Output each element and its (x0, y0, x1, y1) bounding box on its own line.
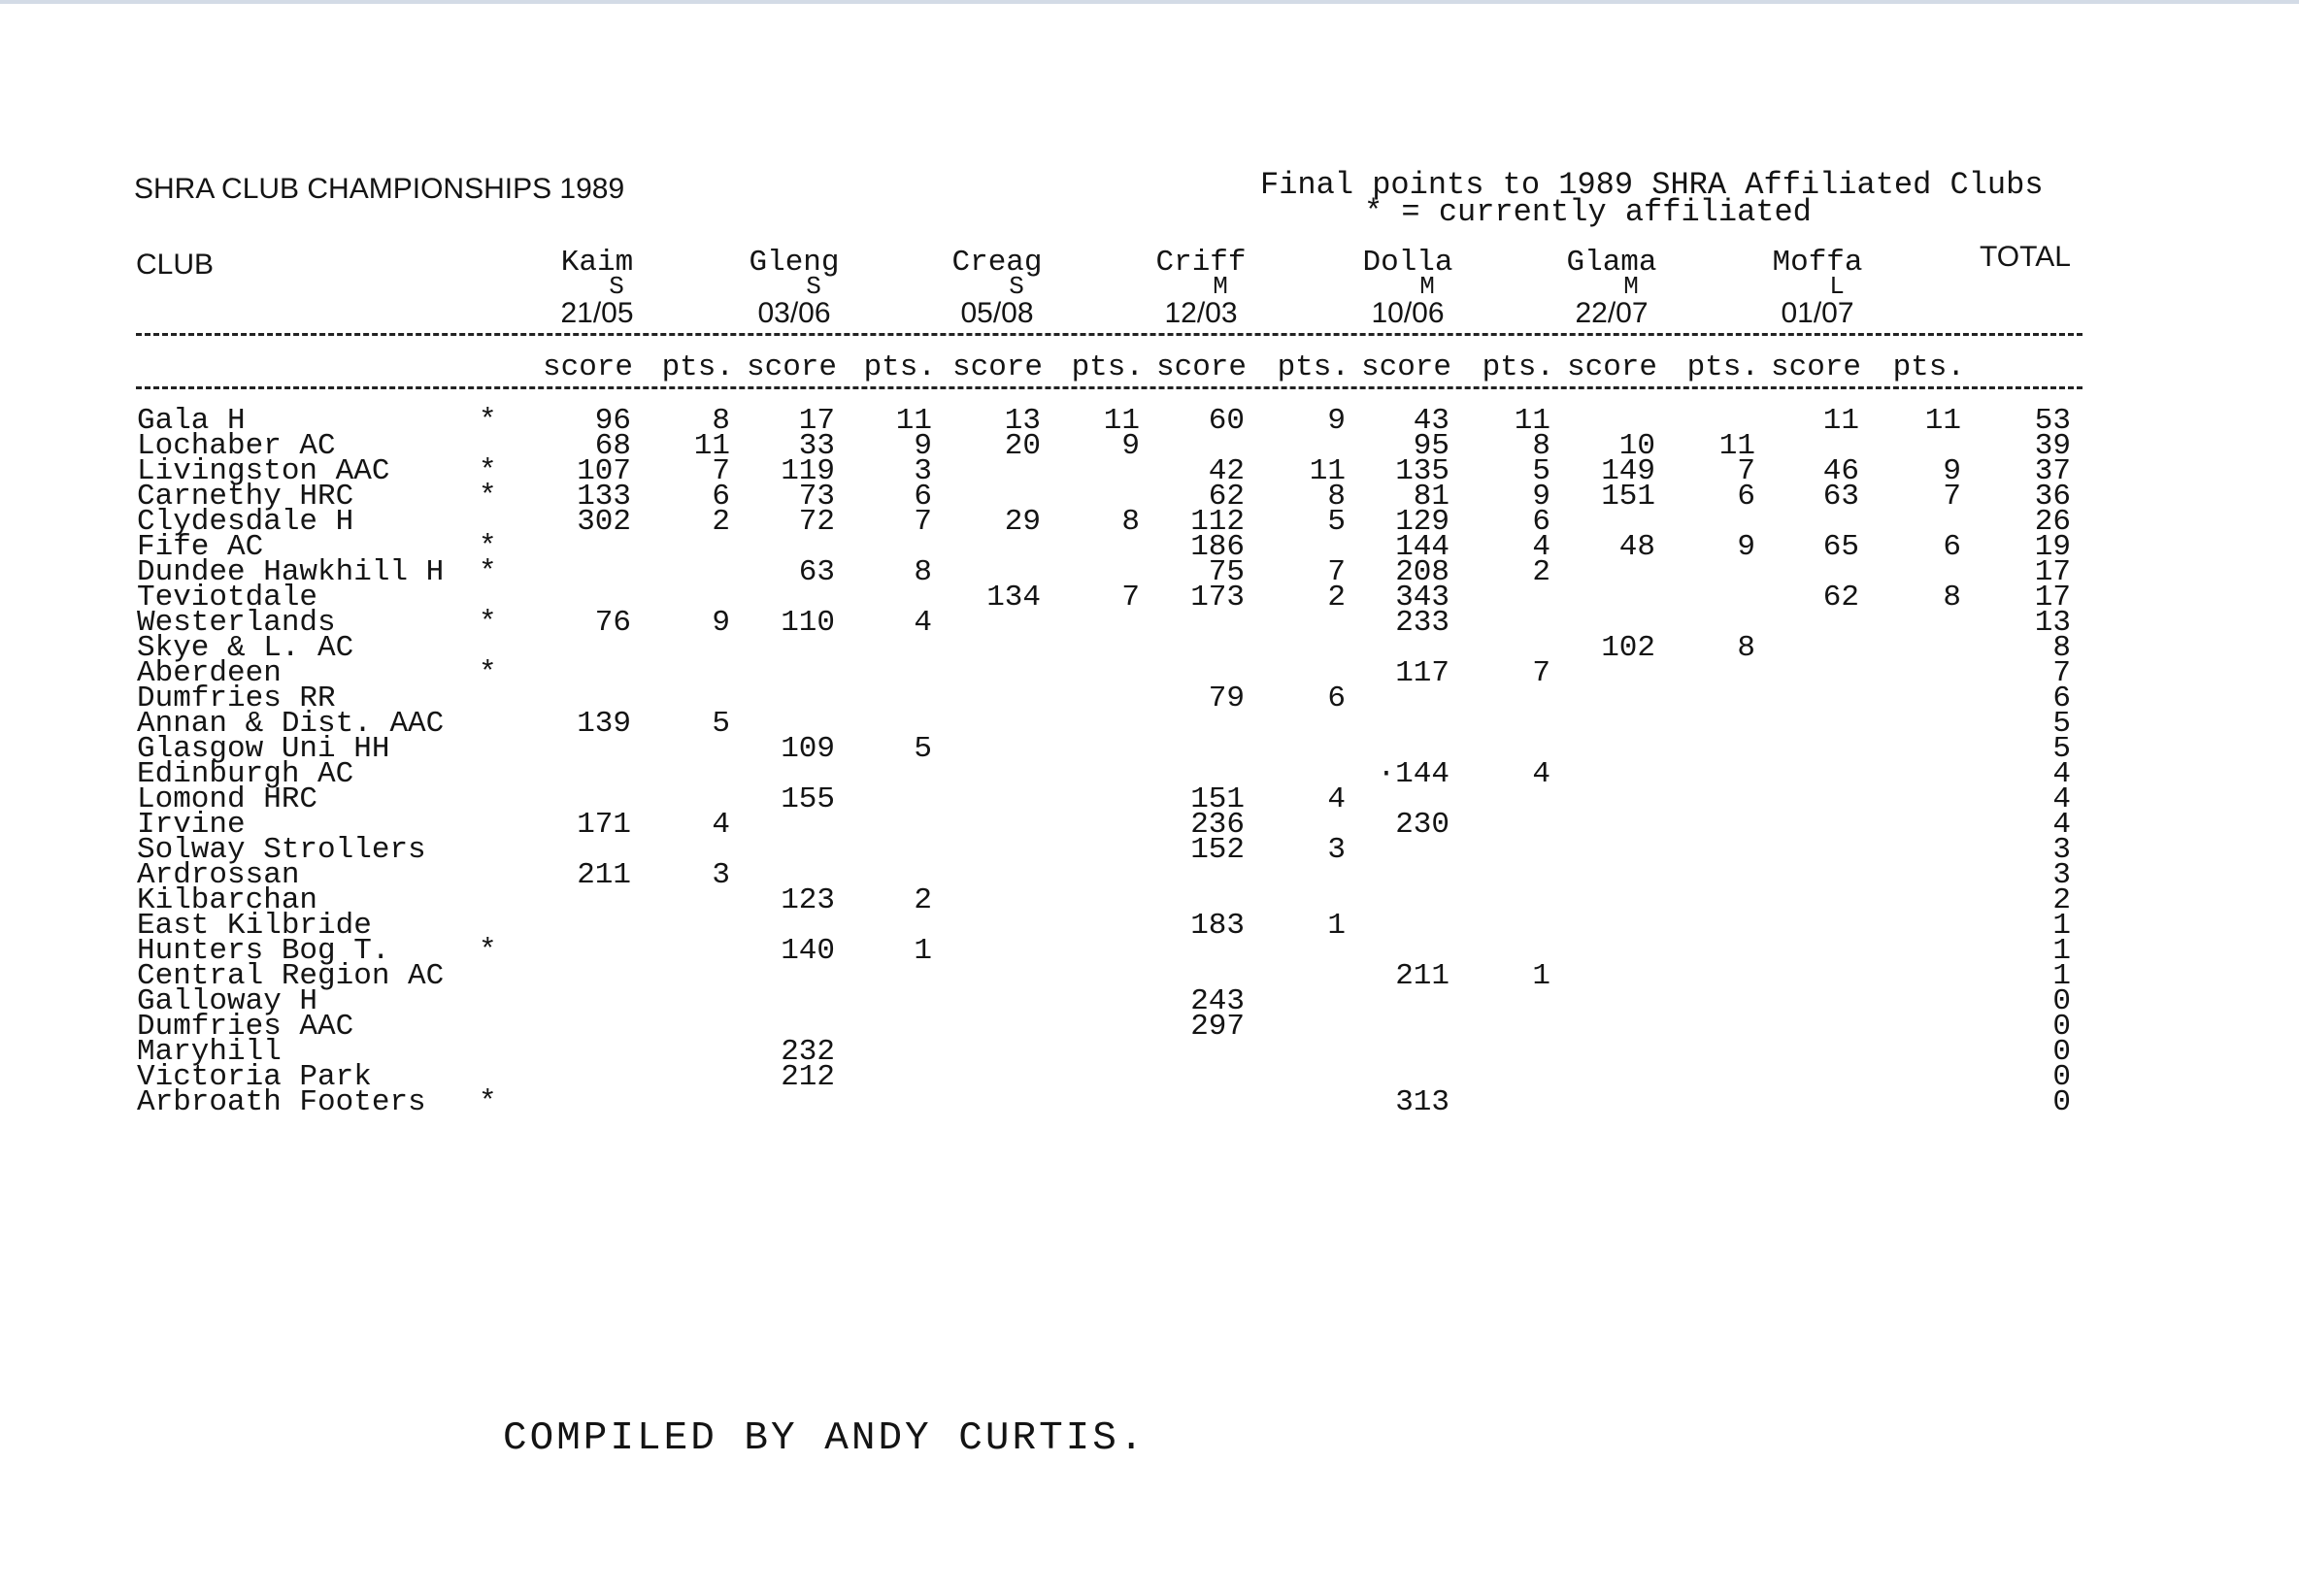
club-name: Lochaber AC (137, 429, 336, 463)
club-total: 37 (2034, 454, 2071, 488)
points-cell: 8 (1121, 505, 1140, 539)
club-total: 0 (2052, 1035, 2071, 1069)
club-total: 1 (2052, 934, 2071, 968)
points-cell: 6 (1737, 480, 1755, 514)
club-total: 17 (2034, 555, 2071, 589)
points-cell: 9 (914, 429, 932, 463)
points-cell: 8 (1532, 429, 1550, 463)
score-subheader: score (951, 350, 1043, 384)
club-name: Victoria Park (137, 1060, 372, 1094)
score-subheader: score (1770, 350, 1861, 384)
points-cell: 6 (914, 480, 932, 514)
club-name: Hunters Bog T. (137, 934, 390, 968)
score-cell: 76 (594, 606, 631, 640)
score-cell: 10 (1618, 429, 1655, 463)
race-name: Dolla (1362, 246, 1453, 280)
score-cell: 102 (1601, 631, 1655, 665)
points-cell: 9 (1943, 454, 1961, 488)
club-total: 8 (2052, 631, 2071, 665)
score-cell: 17 (798, 404, 835, 438)
club-name: East Kilbride (137, 909, 372, 943)
club-name: Irvine (137, 808, 246, 842)
race-name: Moffa (1772, 246, 1863, 280)
score-cell: 183 (1190, 909, 1245, 943)
header-divider (136, 333, 2082, 336)
score-cell: 151 (1190, 782, 1245, 816)
score-cell: 107 (577, 454, 631, 488)
race-date: 22/07 (1575, 297, 1649, 329)
points-cell: 5 (1327, 505, 1346, 539)
score-cell: 212 (781, 1060, 835, 1094)
score-cell: 233 (1395, 606, 1449, 640)
score-cell: 129 (1395, 505, 1449, 539)
points-cell: 7 (712, 454, 730, 488)
club-name: Lomond HRC (137, 782, 318, 816)
club-name: Arbroath Footers (137, 1085, 426, 1119)
score-cell: 155 (781, 782, 835, 816)
pts-subheader: pts. (863, 350, 936, 384)
race-date: 03/06 (757, 297, 831, 329)
score-cell: 149 (1601, 454, 1655, 488)
points-cell: 9 (1327, 404, 1346, 438)
score-cell: 33 (798, 429, 835, 463)
club-total: 0 (2052, 1085, 2071, 1119)
score-cell: 140 (781, 934, 835, 968)
club-name: Solway Strollers (137, 833, 426, 867)
race-date: 10/06 (1371, 297, 1445, 329)
points-cell: 9 (1532, 480, 1550, 514)
club-name: Skye & L. AC (137, 631, 354, 665)
score-cell: 65 (1822, 530, 1859, 564)
club-total: 5 (2052, 732, 2071, 766)
race-name: Creag (951, 246, 1043, 280)
document-title: SHRA CLUB CHAMPIONSHIPS 1989 (134, 173, 625, 205)
affiliated-marker: * (479, 530, 497, 564)
affiliated-marker: * (479, 1085, 497, 1119)
score-cell: 73 (798, 480, 835, 514)
race-name: Glama (1566, 246, 1657, 280)
club-total: 19 (2034, 530, 2071, 564)
race-name: Gleng (749, 246, 840, 280)
points-cell: 3 (1327, 833, 1346, 867)
affiliated-marker: * (479, 404, 497, 438)
score-cell: 48 (1618, 530, 1655, 564)
club-name: Westerlands (137, 606, 336, 640)
total-column-header: TOTAL (1980, 241, 2071, 273)
club-column-header: CLUB (136, 249, 215, 281)
score-cell: 117 (1395, 656, 1449, 690)
race-date: 12/03 (1164, 297, 1238, 329)
race-date: 01/07 (1781, 297, 1854, 329)
score-cell: 186 (1190, 530, 1245, 564)
points-cell: 5 (712, 707, 730, 741)
club-total: 2 (2052, 883, 2071, 917)
score-cell: 211 (577, 858, 631, 892)
score-cell: 11 (1822, 404, 1859, 438)
points-cell: 2 (1532, 555, 1550, 589)
score-cell: 236 (1190, 808, 1245, 842)
score-cell: 119 (781, 454, 835, 488)
points-cell: 5 (1532, 454, 1550, 488)
club-name: Galloway H (137, 984, 318, 1018)
club-total: 1 (2052, 959, 2071, 993)
score-cell: 171 (577, 808, 631, 842)
club-total: 7 (2052, 656, 2071, 690)
race-class: S (609, 272, 624, 301)
club-name: Fife AC (137, 530, 264, 564)
pts-subheader: pts. (1686, 350, 1759, 384)
race-class: S (1009, 272, 1024, 301)
club-total: 36 (2034, 480, 2071, 514)
score-cell: 144 (1395, 530, 1449, 564)
race-class: M (1419, 272, 1435, 301)
affiliated-marker: * (479, 480, 497, 514)
score-cell: ·144 (1377, 757, 1449, 791)
score-cell: 81 (1413, 480, 1449, 514)
club-name: Central Region AC (137, 959, 445, 993)
points-cell: 11 (1103, 404, 1140, 438)
score-cell: 62 (1208, 480, 1245, 514)
points-cell: 8 (1943, 581, 1961, 615)
score-cell: 29 (1004, 505, 1041, 539)
score-cell: 173 (1190, 581, 1245, 615)
points-cell: 9 (1121, 429, 1140, 463)
points-cell: 11 (1309, 454, 1346, 488)
points-cell: 1 (1327, 909, 1346, 943)
club-name: Dundee Hawkhill H (137, 555, 445, 589)
score-cell: 139 (577, 707, 631, 741)
points-cell: 8 (712, 404, 730, 438)
points-cell: 8 (1737, 631, 1755, 665)
club-total: 4 (2052, 808, 2071, 842)
points-cell: 9 (1737, 530, 1755, 564)
club-name: Kilbarchan (137, 883, 318, 917)
score-subheader: score (746, 350, 837, 384)
score-cell: 110 (781, 606, 835, 640)
club-name: Dumfries RR (137, 682, 336, 715)
points-cell: 4 (1532, 757, 1550, 791)
scan-edge (0, 0, 2299, 4)
points-cell: 4 (1532, 530, 1550, 564)
affiliation-legend: * = currently affiliated (1364, 194, 1812, 230)
points-cell: 4 (712, 808, 730, 842)
race-class: M (1213, 272, 1228, 301)
club-name: Annan & Dist. AAC (137, 707, 445, 741)
club-name: Aberdeen (137, 656, 282, 690)
points-cell: 8 (914, 555, 932, 589)
score-cell: 208 (1395, 555, 1449, 589)
points-cell: 11 (1924, 404, 1961, 438)
race-class: M (1623, 272, 1639, 301)
race-class: S (806, 272, 821, 301)
score-cell: 211 (1395, 959, 1449, 993)
club-name: Carnethy HRC (137, 480, 354, 514)
pts-subheader: pts. (1277, 350, 1349, 384)
compiled-by-footer: COMPILED BY ANDY CURTIS. (503, 1416, 1147, 1461)
affiliated-marker: * (479, 454, 497, 488)
score-cell: 13 (1004, 404, 1041, 438)
club-total: 17 (2034, 581, 2071, 615)
club-name: Livingston AAC (137, 454, 390, 488)
points-cell: 5 (914, 732, 932, 766)
points-cell: 4 (1327, 782, 1346, 816)
pts-subheader: pts. (661, 350, 734, 384)
club-total: 0 (2052, 984, 2071, 1018)
score-cell: 135 (1395, 454, 1449, 488)
score-cell: 243 (1190, 984, 1245, 1018)
club-name: Dumfries AAC (137, 1010, 354, 1044)
score-cell: 123 (781, 883, 835, 917)
club-name: Glasgow Uni HH (137, 732, 390, 766)
score-cell: 343 (1395, 581, 1449, 615)
club-total: 3 (2052, 833, 2071, 867)
document-subtitle: Final points to 1989 SHRA Affiliated Clubs (1260, 167, 2044, 203)
score-subheader: score (1566, 350, 1657, 384)
club-total: 1 (2052, 909, 2071, 943)
points-cell: 7 (1121, 581, 1140, 615)
pts-subheader: pts. (1892, 350, 1965, 384)
race-date: 05/08 (960, 297, 1034, 329)
score-cell: 151 (1601, 480, 1655, 514)
score-subheader: score (1360, 350, 1451, 384)
race-date: 21/05 (560, 297, 634, 329)
score-cell: 134 (986, 581, 1041, 615)
score-cell: 68 (594, 429, 631, 463)
points-cell: 3 (914, 454, 932, 488)
club-total: 4 (2052, 782, 2071, 816)
affiliated-marker: * (479, 606, 497, 640)
club-total: 53 (2034, 404, 2071, 438)
score-cell: 152 (1190, 833, 1245, 867)
score-cell: 133 (577, 480, 631, 514)
points-cell: 6 (712, 480, 730, 514)
points-cell: 2 (1327, 581, 1346, 615)
table-divider (136, 386, 2082, 389)
score-cell: 112 (1190, 505, 1245, 539)
club-total: 0 (2052, 1060, 2071, 1094)
club-total: 39 (2034, 429, 2071, 463)
points-cell: 1 (1532, 959, 1550, 993)
club-name: Maryhill (137, 1035, 282, 1069)
score-cell: 72 (798, 505, 835, 539)
points-cell: 2 (712, 505, 730, 539)
club-total: 5 (2052, 707, 2071, 741)
club-name: Edinburgh AC (137, 757, 354, 791)
points-cell: 11 (693, 429, 730, 463)
points-cell: 11 (895, 404, 932, 438)
club-total: 26 (2034, 505, 2071, 539)
score-subheader: score (542, 350, 633, 384)
score-cell: 297 (1190, 1010, 1245, 1044)
score-cell: 232 (781, 1035, 835, 1069)
club-total: 4 (2052, 757, 2071, 791)
score-cell: 75 (1208, 555, 1245, 589)
score-cell: 79 (1208, 682, 1245, 715)
club-name: Ardrossan (137, 858, 300, 892)
points-cell: 6 (1532, 505, 1550, 539)
points-cell: 9 (712, 606, 730, 640)
points-cell: 11 (1718, 429, 1755, 463)
club-name: Teviotdale (137, 581, 318, 615)
affiliated-marker: * (479, 934, 497, 968)
club-total: 6 (2052, 682, 2071, 715)
score-cell: 230 (1395, 808, 1449, 842)
points-cell: 4 (914, 606, 932, 640)
score-cell: 313 (1395, 1085, 1449, 1119)
points-cell: 7 (914, 505, 932, 539)
points-cell: 2 (914, 883, 932, 917)
score-cell: 43 (1413, 404, 1449, 438)
points-cell: 8 (1327, 480, 1346, 514)
score-cell: 62 (1822, 581, 1859, 615)
points-cell: 7 (1943, 480, 1961, 514)
score-cell: 46 (1822, 454, 1859, 488)
race-name: Criff (1155, 246, 1247, 280)
club-total: 13 (2034, 606, 2071, 640)
affiliated-marker: * (479, 656, 497, 690)
score-cell: 302 (577, 505, 631, 539)
points-cell: 6 (1943, 530, 1961, 564)
pts-subheader: pts. (1071, 350, 1144, 384)
points-cell: 7 (1532, 656, 1550, 690)
points-cell: 6 (1327, 682, 1346, 715)
club-name: Gala H (137, 404, 246, 438)
affiliated-marker: * (479, 555, 497, 589)
points-cell: 11 (1514, 404, 1550, 438)
score-cell: 60 (1208, 404, 1245, 438)
race-class: L (1829, 272, 1845, 301)
points-cell: 7 (1327, 555, 1346, 589)
points-cell: 7 (1737, 454, 1755, 488)
score-cell: 63 (798, 555, 835, 589)
score-cell: 95 (1413, 429, 1449, 463)
score-cell: 63 (1822, 480, 1859, 514)
score-cell: 42 (1208, 454, 1245, 488)
score-cell: 96 (594, 404, 631, 438)
club-name: Clydesdale H (137, 505, 354, 539)
club-total: 0 (2052, 1010, 2071, 1044)
score-cell: 109 (781, 732, 835, 766)
points-cell: 1 (914, 934, 932, 968)
pts-subheader: pts. (1482, 350, 1554, 384)
score-subheader: score (1155, 350, 1247, 384)
race-name: Kaim (560, 246, 634, 280)
score-cell: 20 (1004, 429, 1041, 463)
club-total: 3 (2052, 858, 2071, 892)
points-cell: 3 (712, 858, 730, 892)
